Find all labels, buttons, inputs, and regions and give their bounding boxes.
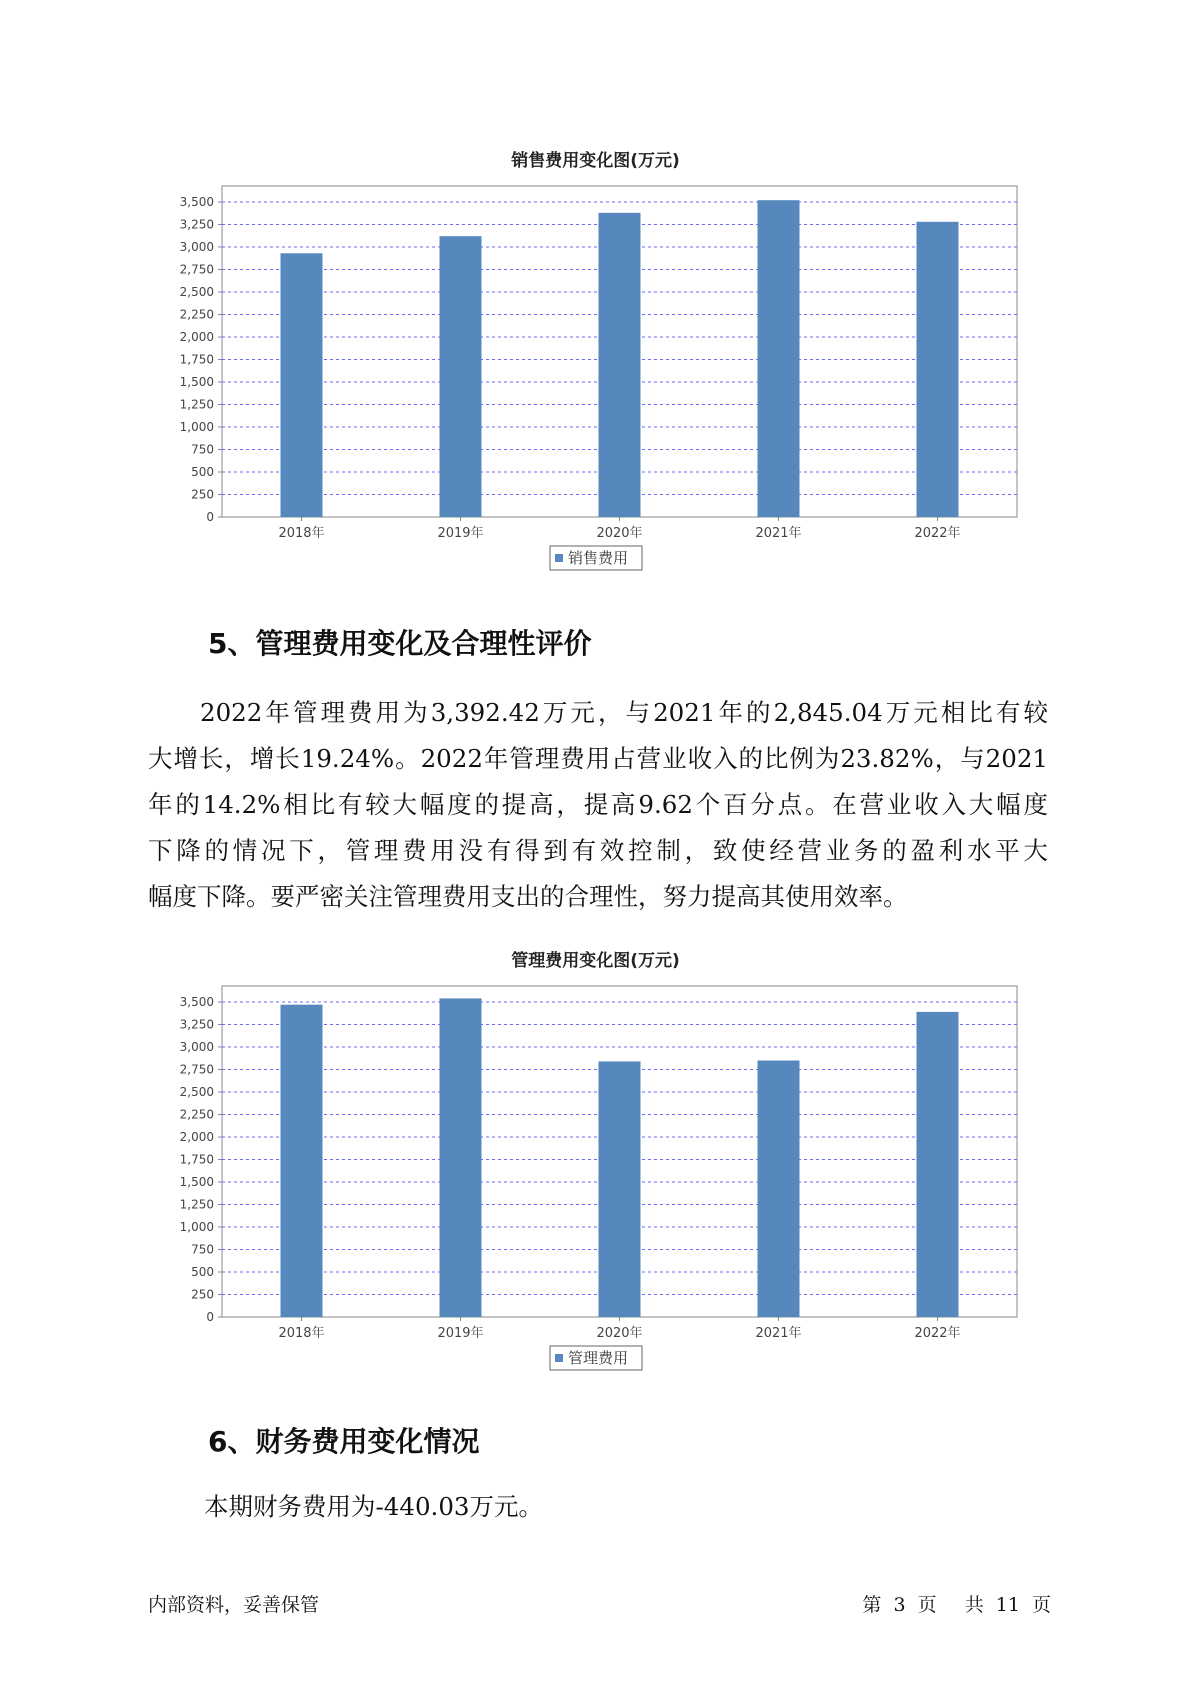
x-tick-label: 2022年 <box>914 1326 961 1341</box>
section-5-heading: 5、管理费用变化及合理性评价 <box>208 627 592 660</box>
page-current: 3 <box>893 1594 906 1616</box>
x-tick-label: 2019年 <box>437 526 484 541</box>
y-tick-label: 3,500 <box>179 995 214 1009</box>
sales-expense-chart <box>0 150 1191 590</box>
chart-title-admin: 管理费用变化图(万元) <box>511 951 680 971</box>
y-tick-label: 3,500 <box>179 195 214 209</box>
section-6-text: 本期财务费用为-440.03万元。 <box>204 1492 544 1521</box>
bar <box>758 1061 800 1318</box>
y-tick-label: 2,000 <box>179 330 214 344</box>
x-tick-label: 2018年 <box>278 526 325 541</box>
legend-label: 管理费用 <box>568 1349 629 1367</box>
y-tick-label: 2,250 <box>179 307 214 322</box>
paragraph-line: 下降的情况下，管理费用没有得到有效控制，致使经营业务的盈利水平大 <box>148 836 1048 865</box>
x-tick-label: 2019年 <box>437 1326 484 1341</box>
x-tick-label: 2018年 <box>278 1326 325 1341</box>
section-5-paragraph <box>148 690 1048 920</box>
x-tick-label: 2021年 <box>755 526 802 541</box>
section-6-heading: 6、财务费用变化情况 <box>208 1425 480 1458</box>
paragraph-line: 年的14.2%相比有较大幅度的提高，提高9.62个百分点。在营业收入大幅度 <box>148 790 1048 819</box>
x-tick-label: 2021年 <box>755 1326 802 1341</box>
y-tick-label: 250 <box>191 1287 214 1302</box>
admin-expense-chart <box>0 950 1191 1390</box>
y-tick-label: 1,500 <box>179 1175 214 1189</box>
x-tick-label: 2020年 <box>596 1326 643 1341</box>
bar <box>281 1005 323 1317</box>
y-tick-label: 1,000 <box>179 1220 214 1234</box>
bar <box>281 253 323 517</box>
bar <box>599 213 641 517</box>
y-tick-label: 1,000 <box>179 420 214 434</box>
y-tick-label: 750 <box>191 1242 214 1257</box>
x-tick-label: 2022年 <box>914 526 961 541</box>
chart-title-sales: 销售费用变化图(万元) <box>511 151 680 171</box>
page-prefix: 第 <box>862 1594 882 1616</box>
paragraph-line: 大增长，增长19.24%。2022年管理费用占营业收入的比例为23.82%，与2021 <box>148 744 1048 773</box>
y-tick-label: 3,000 <box>179 1040 214 1054</box>
bar <box>917 222 959 517</box>
y-tick-label: 1,750 <box>179 352 214 367</box>
bar <box>917 1012 959 1317</box>
paragraph-line: 2022年管理费用为3,392.42万元，与2021年的2,845.04万元相比有较 <box>200 698 1048 727</box>
bar <box>758 200 800 517</box>
y-tick-label: 2,250 <box>179 1107 214 1122</box>
legend-label: 销售费用 <box>568 549 629 567</box>
bar <box>440 236 482 517</box>
total-unit: 页 <box>1031 1594 1051 1616</box>
y-tick-label: 3,250 <box>179 217 214 232</box>
total-pages: 11 <box>995 1594 1020 1616</box>
page-number <box>856 1590 1051 1617</box>
paragraph-line: 幅度下降。要严密关注管理费用支出的合理性，努力提高其使用效率。 <box>148 882 908 911</box>
y-tick-label: 0 <box>206 1310 214 1324</box>
y-tick-label: 2,750 <box>179 1062 214 1077</box>
legend-swatch <box>555 554 563 562</box>
y-tick-label: 500 <box>191 465 214 479</box>
bar <box>440 998 482 1317</box>
x-tick-label: 2020年 <box>596 526 643 541</box>
y-tick-label: 1,250 <box>179 1197 214 1212</box>
y-tick-label: 500 <box>191 1265 214 1279</box>
y-tick-label: 2,500 <box>179 285 214 299</box>
y-tick-label: 2,750 <box>179 262 214 277</box>
y-tick-label: 0 <box>206 510 214 524</box>
page-unit: 页 <box>917 1594 937 1616</box>
y-tick-label: 3,250 <box>179 1017 214 1032</box>
y-tick-label: 1,500 <box>179 375 214 389</box>
y-tick-label: 2,000 <box>179 1130 214 1144</box>
y-tick-label: 250 <box>191 487 214 502</box>
y-tick-label: 3,000 <box>179 240 214 254</box>
y-tick-label: 1,250 <box>179 397 214 412</box>
footer-confidential-note: 内部资料，妥善保管 <box>148 1594 320 1616</box>
y-tick-label: 2,500 <box>179 1085 214 1099</box>
total-prefix: 共 <box>964 1594 984 1616</box>
bar <box>599 1061 641 1317</box>
y-tick-label: 750 <box>191 442 214 457</box>
y-tick-label: 1,750 <box>179 1152 214 1167</box>
legend-swatch <box>555 1354 563 1362</box>
